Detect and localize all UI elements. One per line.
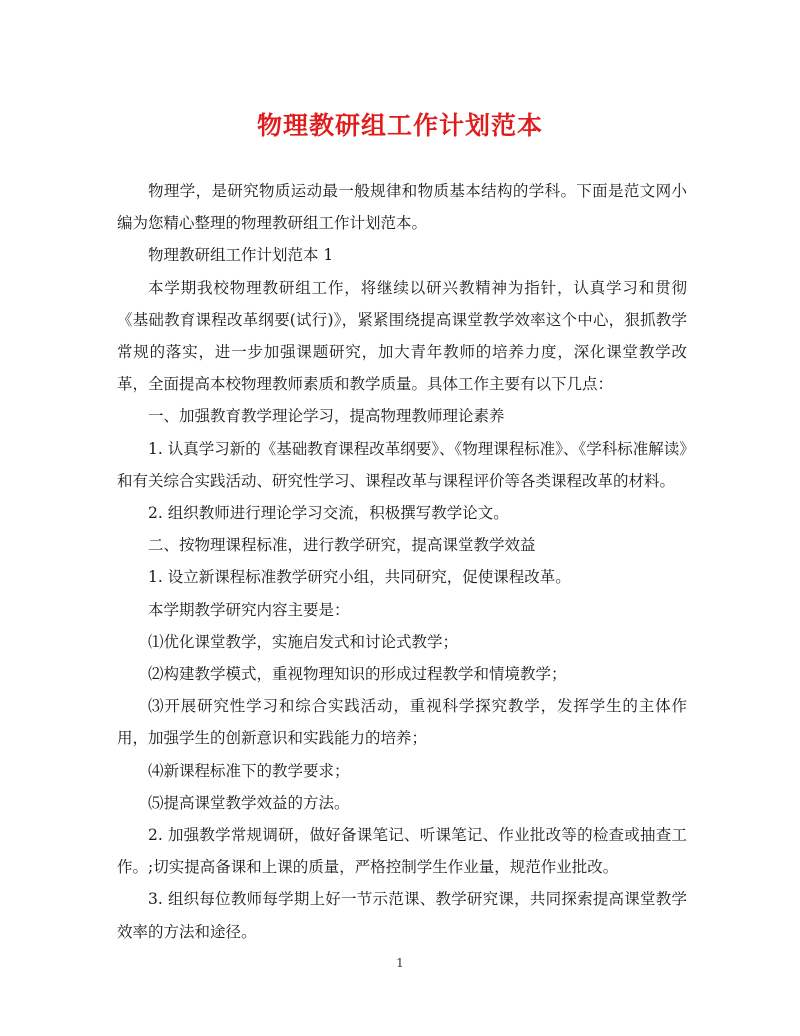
page-number: 1 [396, 956, 404, 970]
section-heading: 二、按物理课程标准，进行教学研究，提高课堂教学效益 [148, 536, 536, 555]
paragraph: 3. 组织每位教师每学期上好一节示范课、教学研究课，共同探索提高课堂教学效率的方法和途径。 [117, 890, 687, 941]
document-body [117, 175, 687, 948]
paragraph-intro: 物理学，是研究物质运动最一般规律和物质基本结构的学科。下面是范文网小编为您精心整理的物理教研组工作计划范本。 [117, 182, 687, 233]
list-item: ⑸提高课堂教学效益的方法。 [148, 793, 350, 812]
document-title: 物理教研组工作计划范本 [256, 111, 543, 140]
list-item: ⑵构建教学模式，重视物理知识的形成过程教学和情境教学； [148, 665, 567, 684]
section-heading: 一、加强教育教学理论学习，提高物理教师理论素养 [148, 407, 505, 426]
paragraph: 本学期我校物理教研组工作，将继续以研兴教精神为指针，认真学习和贯彻《基础教育课程改革纲要(试行)》，紧紧围绕提高课堂教学效率这个中心，狠抓教学常规的落实，进一步加强课题研究，加大青年教师的培养力度，深化课堂教学改革，全面提高本校物理教师素质和教学质量。具体工作主要有以下几点： [117, 278, 687, 394]
paragraph: 2. 加强教学常规调研，做好备课笔记、听课笔记、作业批改等的检查或抽查工作。;切实提高备课和上课的质量，严格控制学生作业量，规范作业批改。 [117, 826, 687, 877]
paragraph: 1. 设立新课程标准教学研究小组，共同研究，促使课程改革。 [148, 568, 571, 587]
paragraph: 本学期教学研究内容主要是： [148, 600, 350, 619]
paragraph: 2. 组织教师进行理论学习交流，积极撰写教学论文。 [148, 504, 509, 523]
paragraph: 1. 认真学习新的《基础教育课程改革纲要》、《物理课程标准》、《学科标准解读》和有关综合实践活动、研究性学习、课程改革与课程评价等各类课程改革的材料。 [117, 439, 687, 490]
list-item: ⑷新课程标准下的教学要求； [148, 761, 350, 780]
list-item: ⑶开展研究性学习和综合实践活动，重视科学探究教学，发挥学生的主体作用，加强学生的创新意识和实践能力的培养； [117, 697, 687, 748]
paragraph-subtitle: 物理教研组工作计划范本 1 [148, 246, 334, 265]
list-item: ⑴优化课堂教学，实施启发式和讨论式教学； [148, 632, 459, 651]
